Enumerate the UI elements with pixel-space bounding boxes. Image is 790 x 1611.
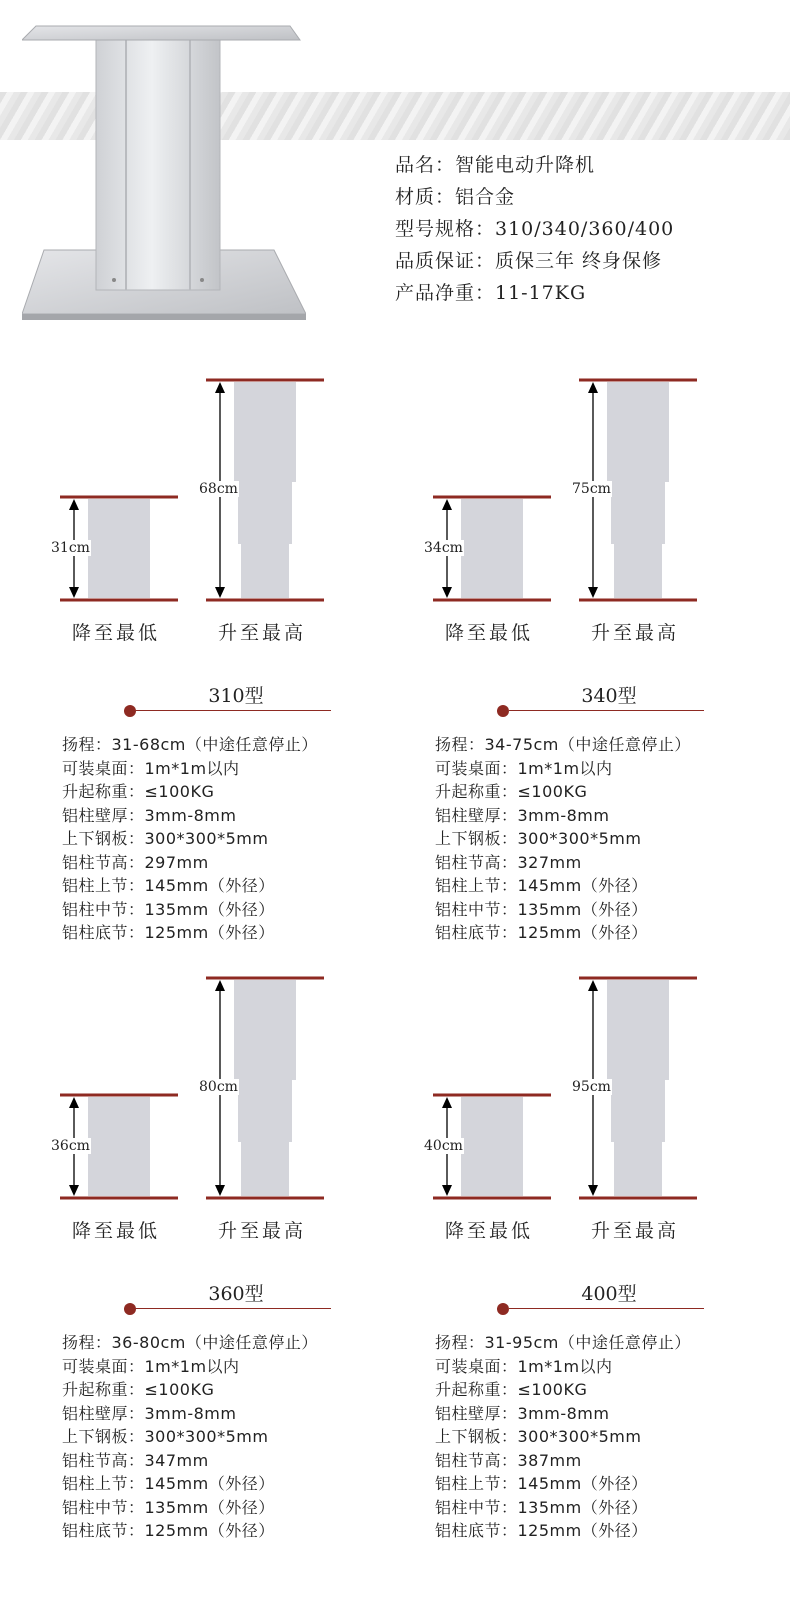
lowest-label: 降至最低: [445, 1220, 534, 1242]
spec-item: 铝柱壁厚：3mm-8mm: [435, 805, 610, 825]
spec-item: 可装桌面：1m*1m以内: [62, 758, 240, 778]
spec-item: 扬程：34-75cm（中途任意停止）: [435, 735, 691, 754]
spec-item: 上下钢板：300*300*5mm: [62, 1427, 269, 1446]
title-bullet-dot: [497, 1303, 509, 1315]
title-underline: [509, 1308, 704, 1309]
spec-list: [62, 1331, 318, 1543]
min-height-label: 34cm: [424, 540, 463, 556]
title-underline: [136, 1308, 331, 1309]
spec-item: 铝柱中节：135mm（外径）: [62, 899, 275, 919]
max-height-label: 95cm: [572, 1079, 611, 1095]
spec-item: 铝柱中节：135mm（外径）: [62, 1497, 275, 1517]
title-underline: [136, 710, 331, 711]
spec-item: 铝柱壁厚：3mm-8mm: [62, 805, 237, 825]
spec-list: [62, 733, 318, 945]
spec-item: 铝柱上节：145mm（外径）: [62, 876, 275, 895]
spec-list: [435, 733, 691, 945]
spec-item: 升起称重：≤100KG: [435, 782, 588, 801]
spec-item: 上下钢板：300*300*5mm: [435, 829, 642, 848]
highest-label: 升至最高: [218, 622, 307, 644]
spec-item: 铝柱底节：125mm（外径）: [62, 923, 275, 942]
warranty-line: 品质保证：质保三年 终身保修: [395, 250, 663, 272]
net-weight-line: 产品净重：11-17KG: [395, 282, 587, 304]
model-panel-400: [424, 966, 789, 1551]
spec-item: 上下钢板：300*300*5mm: [435, 1427, 642, 1446]
title-bullet-dot: [124, 705, 136, 717]
spec-item: 可装桌面：1m*1m以内: [62, 1356, 240, 1376]
highest-label: 升至最高: [218, 1220, 307, 1242]
spec-item: 铝柱中节：135mm（外径）: [435, 1497, 648, 1517]
spec-item: 铝柱节高：327mm: [435, 852, 582, 872]
min-height-label: 36cm: [51, 1138, 90, 1154]
spec-item: 铝柱底节：125mm（外径）: [435, 923, 648, 942]
model-panel-310: [51, 368, 416, 953]
lowest-label: 降至最低: [445, 622, 534, 644]
spec-item: 铝柱上节：145mm（外径）: [435, 1474, 648, 1493]
spec-item: 扬程：31-95cm（中途任意停止）: [435, 1333, 691, 1352]
spec-item: 上下钢板：300*300*5mm: [62, 829, 269, 848]
spec-item: 铝柱中节：135mm（外径）: [435, 899, 648, 919]
spec-item: 升起称重：≤100KG: [435, 1380, 588, 1399]
lowest-label: 降至最低: [72, 1220, 161, 1242]
max-height-label: 75cm: [572, 481, 611, 497]
spec-item: 扬程：36-80cm（中途任意停止）: [62, 1333, 318, 1352]
highest-label: 升至最高: [591, 622, 680, 644]
spec-item: 铝柱底节：125mm（外径）: [62, 1521, 275, 1540]
spec-list: [435, 1331, 691, 1543]
model-title: 400型: [581, 1283, 637, 1305]
model-spec-line: 型号规格：310/340/360/400: [395, 218, 675, 240]
highest-label: 升至最高: [591, 1220, 680, 1242]
model-title: 310型: [208, 685, 264, 707]
model-panel-340: [424, 368, 789, 953]
min-height-label: 31cm: [51, 540, 90, 556]
spec-item: 可装桌面：1m*1m以内: [435, 758, 613, 778]
title-bullet-dot: [124, 1303, 136, 1315]
title-bullet-dot: [497, 705, 509, 717]
spec-item: 升起称重：≤100KG: [62, 782, 215, 801]
model-title: 340型: [581, 685, 637, 707]
spec-item: 升起称重：≤100KG: [62, 1380, 215, 1399]
spec-item: 铝柱上节：145mm（外径）: [62, 1474, 275, 1493]
spec-item: 铝柱底节：125mm（外径）: [435, 1521, 648, 1540]
lowest-label: 降至最低: [72, 622, 161, 644]
model-panel-360: [51, 966, 416, 1551]
spec-item: 扬程：31-68cm（中途任意停止）: [62, 735, 318, 754]
spec-item: 铝柱节高：347mm: [62, 1450, 209, 1470]
spec-item: 可装桌面：1m*1m以内: [435, 1356, 613, 1376]
spec-item: 铝柱上节：145mm（外径）: [435, 876, 648, 895]
model-title: 360型: [208, 1283, 264, 1305]
lift-column-photo: [22, 22, 306, 327]
product-name-line: 品名：智能电动升降机: [395, 154, 596, 176]
material-line: 材质：铝合金: [395, 186, 516, 208]
max-height-label: 68cm: [199, 481, 238, 497]
title-underline: [509, 710, 704, 711]
min-height-label: 40cm: [424, 1138, 463, 1154]
spec-item: 铝柱壁厚：3mm-8mm: [62, 1403, 237, 1423]
max-height-label: 80cm: [199, 1079, 238, 1095]
spec-item: 铝柱节高：297mm: [62, 852, 209, 872]
spec-item: 铝柱节高：387mm: [435, 1450, 582, 1470]
spec-item: 铝柱壁厚：3mm-8mm: [435, 1403, 610, 1423]
